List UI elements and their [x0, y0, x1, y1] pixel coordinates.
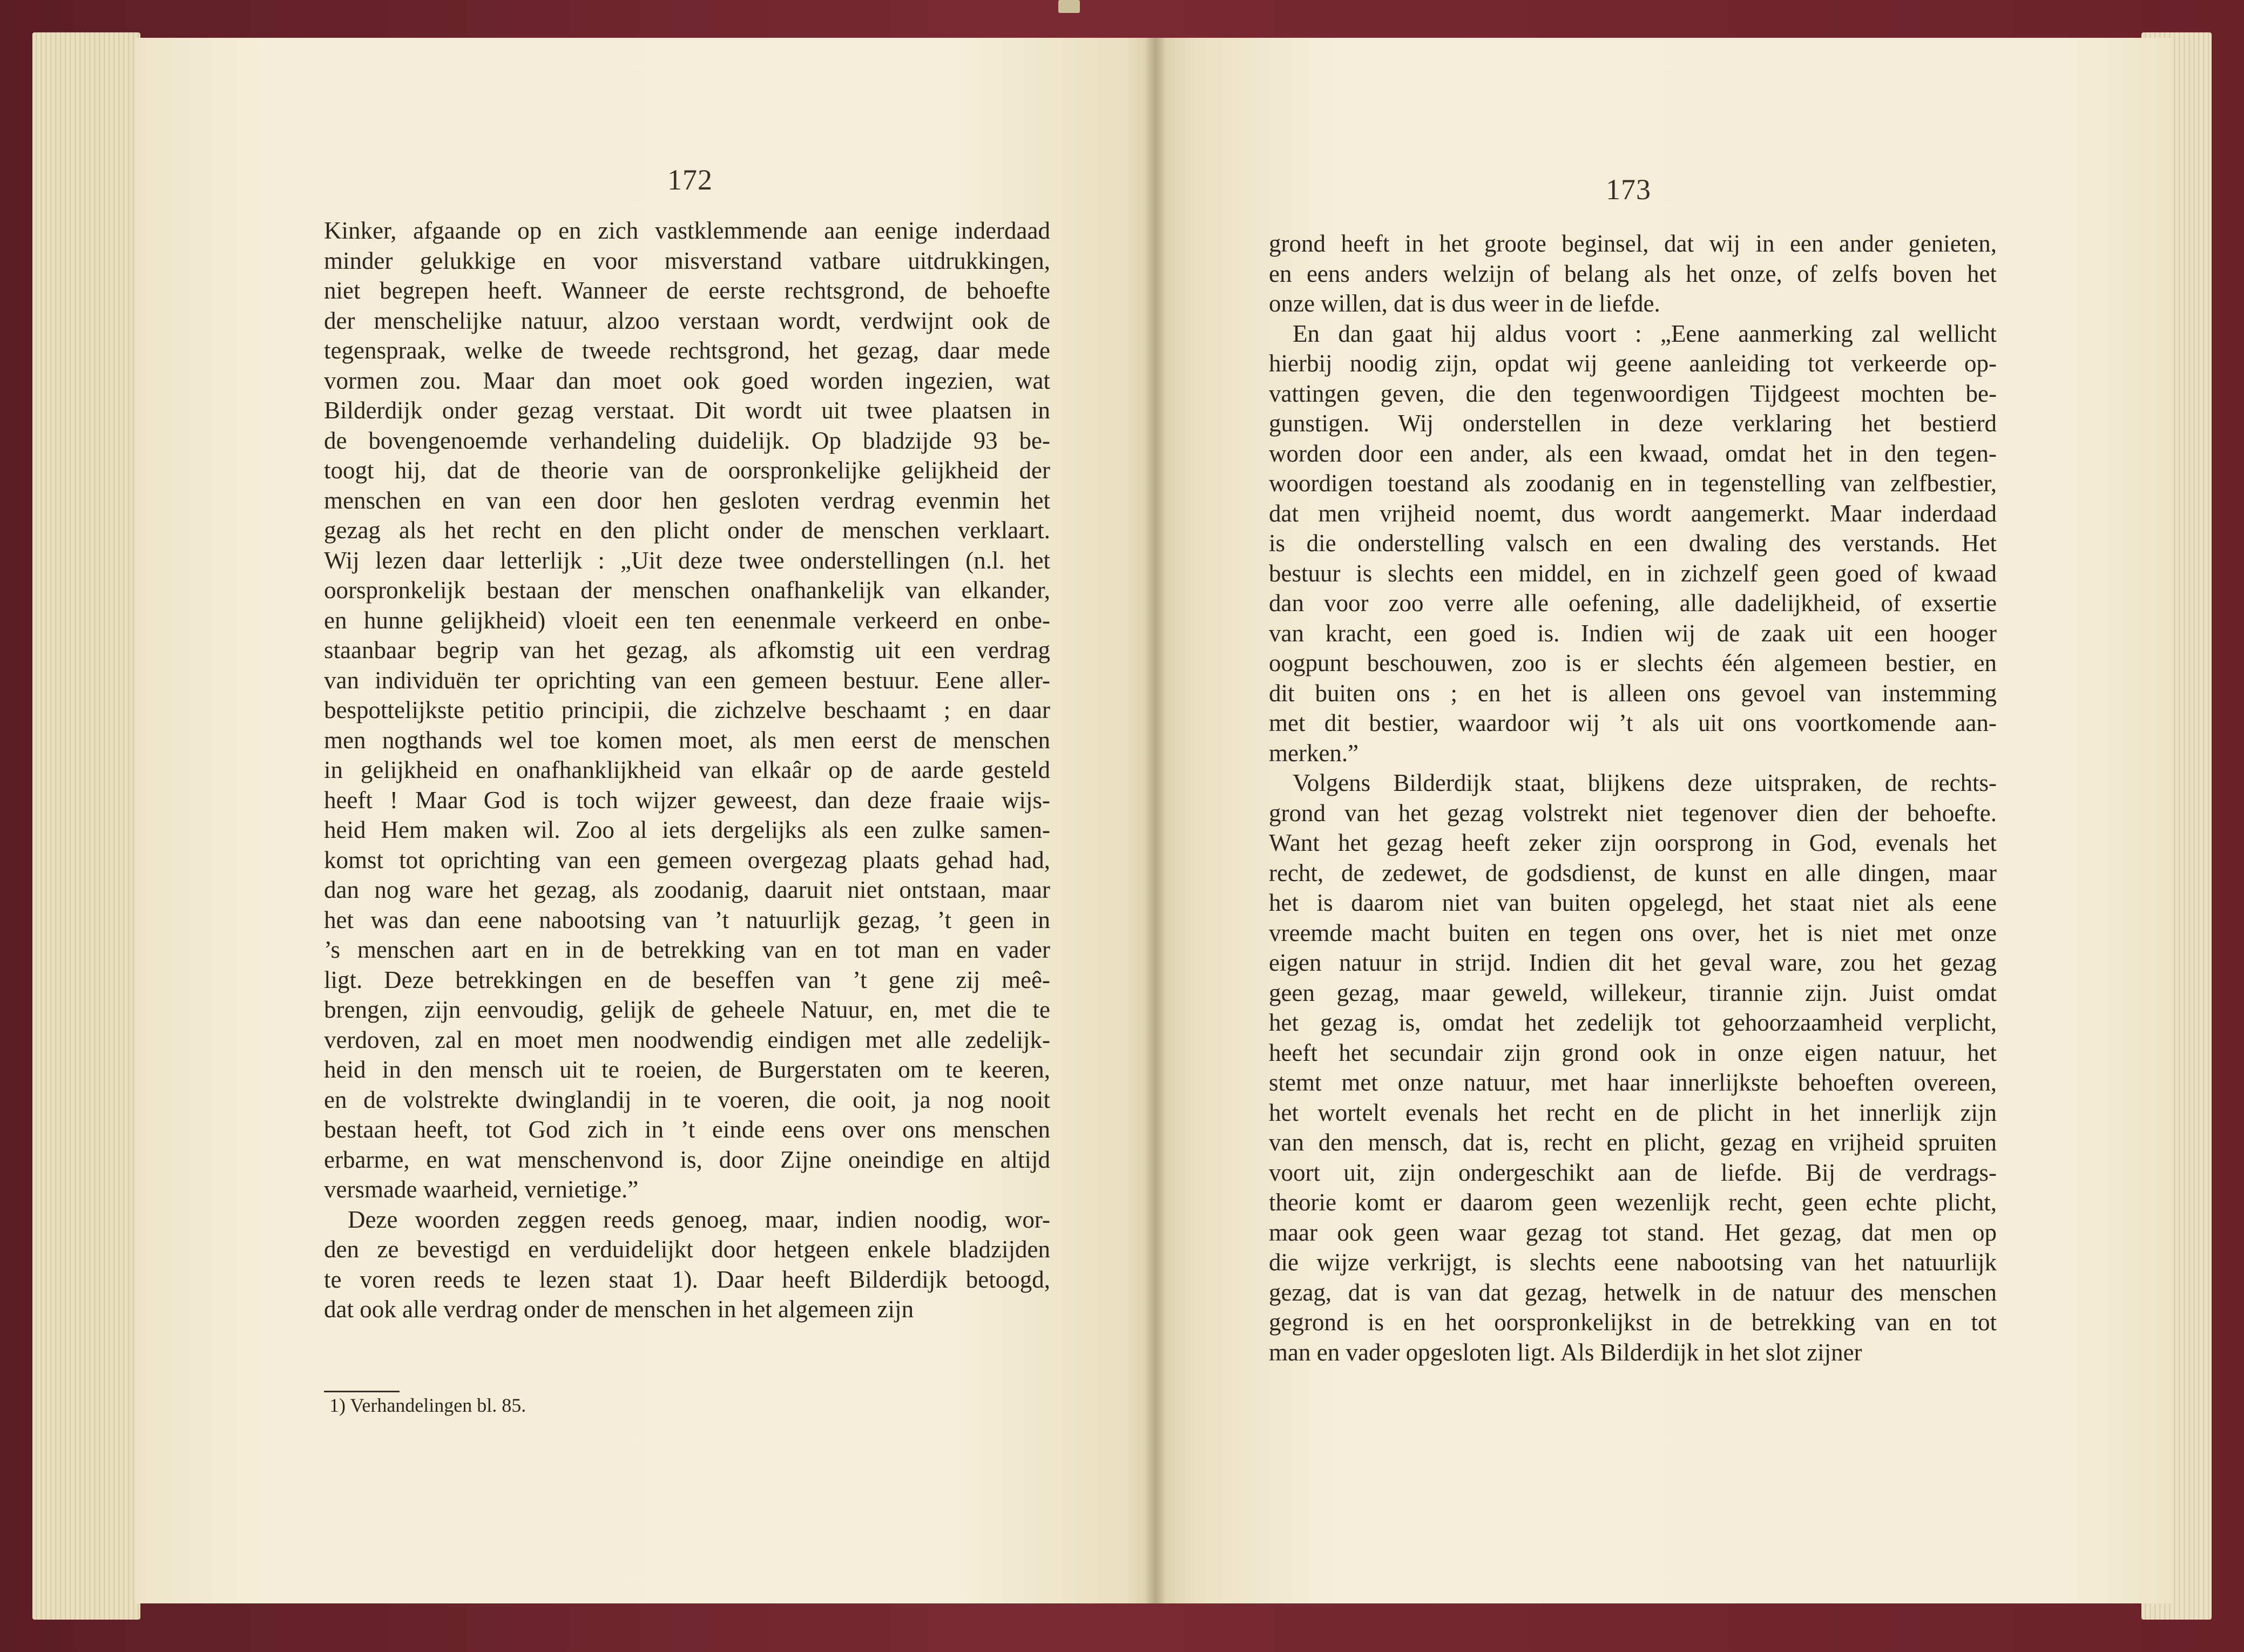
text-line: woordigen toestand als zoodanig en in tegenstelling van zelfbestier, [1269, 470, 1997, 497]
text-line: gezag, dat is van dat gezag, hetwelk in de natuur des menschen [1269, 1278, 1997, 1306]
text-line: heeft ! Maar God is toch wijzer geweest, dan deze fraaie wijs- [324, 786, 1050, 814]
text-line: de bovengenoemde verhandeling duidelijk. Op bladzijde 93 be- [324, 426, 1050, 454]
text-line: merken.” [1269, 739, 1359, 767]
text-line: verdoven, zal en moet men noodwendig eindigen met alle zedelijk- [324, 1026, 1050, 1053]
text-line: met dit bestier, waardoor wij ’t als uit ons voortkomende aan- [1269, 709, 1997, 736]
text-line: Bilderdijk onder gezag verstaat. Dit wordt uit twee plaatsen in [324, 397, 1050, 424]
text-line: vattingen geven, die den tegenwoordigen Tijdgeest mochten be- [1269, 380, 1997, 407]
text-line: eigen natuur in strijd. Indien dit het geval ware, zou het gezag [1269, 949, 1997, 976]
text-line: vormen zou. Maar dan moet ook goed worden ingezien, wat [324, 367, 1050, 394]
text-line: van individuën ter oprichting van een gemeen bestuur. Eene aller- [324, 666, 1050, 694]
text-line: men nogthands wel toe komen moet, als men eerst de menschen [324, 726, 1050, 754]
bookmark-ribbon [1058, 0, 1080, 13]
text-line: oorspronkelijk bestaan der menschen onafhankelijk van elkander, [324, 577, 1050, 604]
text-line: en eens anders welzijn of belang als het onze, of zelfs boven het [1269, 260, 1997, 287]
text-line: den ze bevestigd en verduidelijkt door hetgeen enkele bladzijden [324, 1236, 1050, 1263]
text-line: voort uit, zijn ondergeschikt aan de liefde. Bij de verdrags- [1269, 1159, 1997, 1186]
text-line: erbarme, en wat menschenvond is, door Zijne oneindige en altijd [324, 1146, 1050, 1173]
text-line: brengen, zijn eenvoudig, gelijk de geheele Natuur, en, met die te [324, 996, 1050, 1023]
text-line: man en vader opgesloten ligt. Als Bilderdijk in het slot zijner [1269, 1338, 1862, 1366]
text-line: staanbaar begrip van het gezag, als afkomstig uit een verdrag [324, 637, 1050, 663]
text-line: van den mensch, dat is, recht en plicht, gezag en vrijheid spruiten [1269, 1129, 1997, 1156]
left-page-body [324, 216, 1050, 1325]
text-line: menschen en van een door hen gesloten verdrag evenmin het [324, 486, 1050, 514]
text-line: het was dan eene nabootsing van ’t natuurlijk gezag, ’t geen in [324, 906, 1050, 933]
text-line: minder gelukkige en voor misverstand vatbare uitdrukkingen, [324, 247, 1050, 274]
text-line: grond van het gezag volstrekt niet tegenover dien der behoefte. [1269, 799, 1997, 827]
footnote-rule [324, 1391, 400, 1392]
text-line: ’s menschen aart en in de betrekking van en tot man en vader [324, 936, 1050, 963]
text-line: vreemde macht buiten en tegen ons over, het is niet met onze [1269, 919, 1997, 946]
text-line: Volgens Bilderdijk staat, blijkens deze uitspraken, de rechts- [1293, 769, 1997, 796]
text-line: heeft het secundair zijn grond ook in onze eigen natuur, het [1269, 1039, 1997, 1066]
text-line: niet begrepen heeft. Wanneer de eerste rechtsgrond, de behoefte [324, 277, 1050, 304]
text-line: heid in den mensch uit te roeien, de Burgerstaten om te keeren, [324, 1056, 1050, 1083]
text-line: in gelijkheid en onafhanklijkheid van elkaâr op de aarde gesteld [324, 756, 1050, 783]
text-line: komst tot oprichting van een gemeen overgezag plaats gehad had, [324, 846, 1050, 874]
text-line: dan voor zoo verre alle oefening, alle dadelijkheid, of exsertie [1269, 590, 1997, 617]
text-line: Kinker, afgaande op en zich vastklemmende aan eenige inderdaad [324, 217, 1050, 244]
book-gutter [1145, 38, 1166, 1603]
text-line: ligt. Deze betrekkingen en de beseffen van ’t gene zij meê- [324, 966, 1050, 993]
text-line: toogt hij, dat de theorie van de oorspronkelijke gelijkheid der [324, 457, 1050, 484]
text-line: dat ook alle verdrag onder de menschen in het algemeen zijn [324, 1296, 914, 1323]
footnote: 1) Verhandelingen bl. 85. [329, 1394, 526, 1416]
text-line: gezag als het recht en den plicht onder de menschen verklaart. [324, 517, 1050, 544]
text-line: het wortelt evenals het recht en de plicht in het innerlijk zijn [1269, 1099, 1997, 1126]
text-line: het gezag is, omdat het zedelijk tot gehoorzaamheid verplicht, [1269, 1009, 1997, 1036]
right-page-body [1269, 229, 1997, 1367]
text-line: Deze woorden zeggen reeds genoeg, maar, indien noodig, wor- [348, 1206, 1050, 1233]
left-page-number: 172 [667, 164, 713, 196]
text-line: geen gezag, maar geweld, willekeur, tirannie zijn. Juist omdat [1269, 979, 1997, 1006]
text-line: te voren reeds te lezen staat 1). Daar heeft Bilderdijk betoogd, [324, 1265, 1050, 1293]
text-line: dat men vrijheid noemt, dus wordt aangemerkt. Maar inderdaad [1269, 499, 1997, 527]
text-line: oogpunt beschouwen, zoo is er slechts één algemeen bestier, en [1269, 649, 1997, 676]
text-line: heid Hem maken wil. Zoo al iets dergelijks als een zulke samen- [324, 816, 1050, 843]
text-line: dit buiten ons ; en het is alleen ons gevoel van instemming [1269, 679, 1997, 707]
text-line: tegenspraak, welke de tweede rechtsgrond, het gezag, daar mede [324, 337, 1050, 364]
text-line: bestaan heeft, tot God zich in ’t einde eens over ons menschen [324, 1116, 1050, 1143]
text-line: En dan gaat hij aldus voort : „Eene aanmerking zal wellicht [1293, 320, 1997, 347]
text-line: maar ook geen waar gezag tot stand. Het gezag, dat men op [1269, 1218, 1997, 1246]
text-line: versmade waarheid, vernietige.” [324, 1176, 639, 1203]
text-line: en hunne gelijkheid) vloeit een ten eenenmale verkeerd en onbe- [324, 606, 1050, 634]
text-line: hierbij noodig zijn, opdat wij geene aanleiding tot verkeerde op- [1269, 350, 1997, 377]
text-line: Wij lezen daar letterlijk : „Uit deze twee onderstellingen (n.l. het [324, 546, 1050, 574]
text-line: worden door een ander, als een kwaad, omdat het in den tegen- [1269, 439, 1997, 467]
text-line: van kracht, een goed is. Indien wij de zaak uit een hooger [1269, 619, 1997, 647]
text-line: bespottelijkste petitio principii, die zichzelve beschaamt ; en daar [324, 696, 1050, 723]
text-line: dan nog ware het gezag, als zoodanig, daaruit niet ontstaan, maar [324, 876, 1050, 903]
text-line: die wijze verkrijgt, is slechts eene nabootsing van het natuurlijk [1269, 1249, 1997, 1276]
text-line: theorie komt er daarom geen wezenlijk recht, geen echte plicht, [1269, 1189, 1997, 1216]
text-line: stemt met onze natuur, met haar innerlijkste behoeften overeen, [1269, 1069, 1997, 1096]
left-page-edges [32, 32, 140, 1620]
text-line: grond heeft in het groote beginsel, dat wij in een ander genieten, [1269, 230, 1997, 257]
text-line: bestuur is slechts een middel, en in zichzelf geen goed of kwaad [1269, 559, 1997, 587]
text-line: Want het gezag heeft zeker zijn oorsprong in God, evenals het [1269, 829, 1997, 856]
text-line: het is daarom niet van buiten opgelegd, het staat niet als eene [1269, 889, 1997, 916]
text-line: en de volstrekte dwinglandij in te voeren, die ooit, ja nog nooit [324, 1086, 1050, 1113]
text-line: recht, de zedewet, de godsdienst, de kunst en alle dingen, maar [1269, 859, 1997, 886]
text-line: is die onderstelling valsch en een dwaling des verstands. Het [1269, 530, 1997, 557]
text-line: onze willen, dat is dus weer in de liefde. [1269, 290, 1660, 317]
text-line: gunstigen. Wij onderstellen in deze verklaring het bestierd [1269, 410, 1997, 437]
text-line: der menschelijke natuur, alzoo verstaan wordt, verdwijnt ook de [324, 307, 1050, 334]
text-line: gegrond is en het oorspronkelijkst in de betrekking van en tot [1269, 1309, 1997, 1336]
right-page-number: 173 [1606, 173, 1651, 206]
